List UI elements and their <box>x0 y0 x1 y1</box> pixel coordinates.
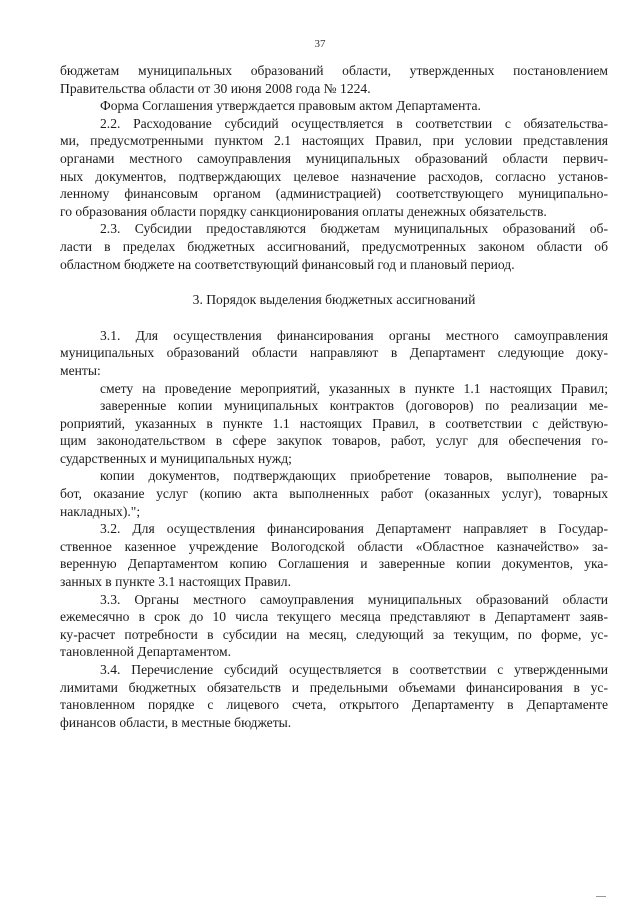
paragraph-subsidy-distribution-end <box>60 62 608 97</box>
paragraph-2-3 <box>60 220 608 273</box>
paragraph-3-2 <box>60 520 608 590</box>
text-line: Форма Соглашения утверждается правовым актом Департамента. <box>100 98 481 114</box>
paragraph-2-2 <box>60 115 608 221</box>
scan-mark <box>596 896 606 897</box>
list-item-estimate <box>60 380 608 398</box>
text-line: 3.1. Для осуществления финансирования органы местного самоуправления <box>100 327 608 343</box>
text-line: ежемесячно в срок до 10 числа текущего месяца представляют в Департамент заяв- <box>60 609 608 625</box>
text-line: областном бюджете на соответствующий финансовый год и плановый период. <box>60 256 515 272</box>
text-line: занных в пункте 3.1 настоящих Правил. <box>60 574 291 590</box>
text-line: 3.3. Органы местного самоуправления муниципальных образований области <box>100 591 608 607</box>
text-line: щим законодательством в сфере закупок товаров, работ, услуг для обеспечения го- <box>60 433 608 449</box>
text-line: ственное казенное учреждение Вологодской области «Областное казначейство» за- <box>60 538 608 554</box>
text-line: ку-расчет потребности в субсидии на месяц, следующий за текущим, по форме, ус- <box>60 626 608 642</box>
spacer <box>60 273 608 291</box>
document-body <box>60 62 608 731</box>
section-heading: 3. Порядок выделения бюджетных ассигнований <box>192 292 476 308</box>
paragraph-3-4 <box>60 661 608 731</box>
text-line: ных документов, подтверждающих целевое назначение расходов, согласно установ- <box>60 168 608 184</box>
text-line: го образования области порядку санкционирования оплаты денежных обязательств. <box>60 203 547 219</box>
text-line: тановленном порядке с лицевого счета, открытого Департаменту в Департаменте <box>60 697 608 713</box>
text-line: накладных)."; <box>60 503 141 519</box>
text-line: 2.2. Расходование субсидий осуществляется в соответствии с обязательства- <box>100 115 608 131</box>
text-line: органами местного самоуправления муниципальных образований области первич- <box>60 150 608 166</box>
text-line: тановленной Департаментом. <box>60 644 232 660</box>
text-line: 2.3. Субсидии предоставляются бюджетам муниципальных образований об- <box>100 221 608 237</box>
text-line: бюджетам муниципальных образований области, утвержденных постановлением <box>60 63 608 78</box>
text-line: ленному финансовым органом (администрацией) соответствующего муниципально- <box>60 186 608 202</box>
text-line: смету на проведение мероприятий, указанных в пункте 1.1 настоящих Правил; <box>100 380 608 396</box>
paragraph-3-3 <box>60 591 608 661</box>
text-line: Правительства области от 30 июня 2008 года № 1224. <box>60 80 371 96</box>
list-item-contract-copies <box>60 397 608 467</box>
text-line: заверенные копии муниципальных контрактов (договоров) по реализации ме- <box>100 398 608 414</box>
text-line: ми, предусмотренными пунктом 2.1 настоящих Правил, при условии представления <box>60 133 608 149</box>
text-line: 3.4. Перечисление субсидий осуществляется в соответствии с утвержденными <box>100 662 608 677</box>
text-line: сударственных и муниципальных нужд; <box>60 450 292 466</box>
text-line: ласти в пределах бюджетных ассигнований, предусмотренных законом области об <box>60 238 608 254</box>
paragraph-3-1 <box>60 327 608 380</box>
page-number: 37 <box>314 38 326 50</box>
text-line: лимитами бюджетных обязательств и предельными объемами финансирования в ус- <box>60 679 608 695</box>
text-line: роприятий, указанных в пункте 1.1 настоящих Правил, в соответствии с действую- <box>60 415 608 431</box>
list-item-document-copies <box>60 467 608 520</box>
text-line: бот, оказание услуг (копию акта выполненных работ (оказанных услуг), товарных <box>60 486 608 502</box>
paragraph-agreement-form <box>60 97 608 115</box>
spacer <box>60 309 608 327</box>
text-line: 3.2. Для осуществления финансирования Департамент направляет в Государ- <box>100 521 608 537</box>
text-line: веренную Департаментом копию Соглашения и заверенные копии документов, ука- <box>60 556 608 572</box>
text-line: финансов области, в местные бюджеты. <box>60 714 292 730</box>
text-line: менты: <box>60 362 101 378</box>
text-line: копии документов, подтверждающих приобретение товаров, выполнение ра- <box>100 468 608 484</box>
text-line: муниципальных образований области направляют в Департамент следующие доку- <box>60 345 608 361</box>
